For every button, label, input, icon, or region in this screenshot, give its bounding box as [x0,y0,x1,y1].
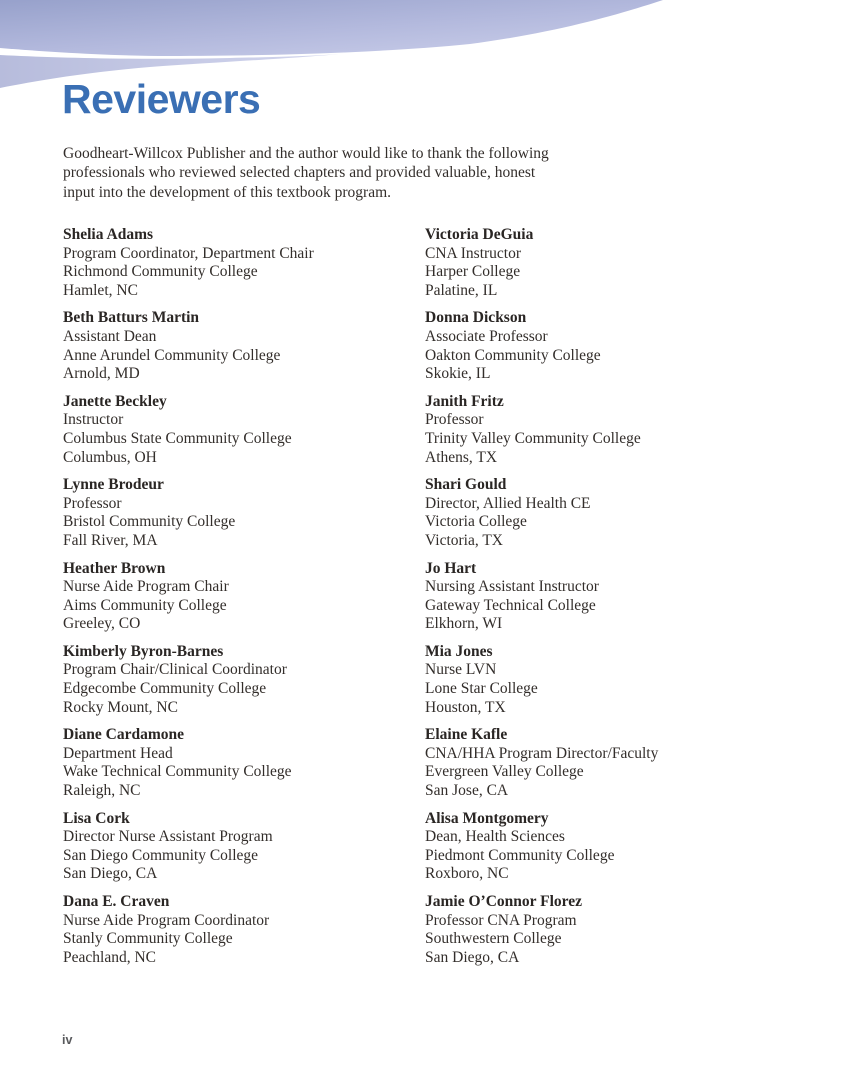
intro-paragraph [63,144,603,202]
reviewer-column-right [425,226,819,976]
reviewer-title: CNA/HHA Program Director/Faculty [425,744,659,762]
reviewer-institution: Stanly Community College [63,930,233,948]
reviewer-location: Skokie, IL [425,365,491,383]
reviewer-institution: Oakton Community College [425,346,601,364]
reviewer-entry [425,476,819,550]
reviewer-location: Arnold, MD [63,365,140,383]
reviewer-title: Program Chair/Clinical Coordinator [63,661,287,679]
reviewer-institution: Edgecombe Community College [63,680,267,698]
reviewer-location: Victoria, TX [425,531,503,549]
reviewer-entry [425,643,819,717]
reviewer-location: Elkhorn, WI [425,615,503,633]
reviewer-column-left [63,226,425,976]
reviewer-institution: Victoria College [425,513,527,531]
reviewer-name: Donna Dickson [425,309,527,327]
reviewer-title: Nursing Assistant Instructor [425,578,599,596]
reviewer-location: Peachland, NC [63,948,156,966]
reviewer-entry [425,309,819,383]
reviewer-title: Professor CNA Program [425,911,577,929]
reviewer-location: San Diego, CA [425,948,520,966]
reviewer-name: Victoria DeGuia [425,226,534,243]
reviewer-location: San Diego, CA [63,865,158,883]
reviewer-location: Houston, TX [425,698,506,716]
reviewer-location: Roxboro, NC [425,865,509,883]
reviewer-entry [63,560,425,634]
reviewer-name: Kimberly Byron-Barnes [63,642,224,660]
reviewer-institution: Anne Arundel Community College [63,346,281,364]
reviewer-institution: Bristol Community College [63,513,236,531]
reviewer-entry [425,226,819,300]
reviewer-institution: Trinity Valley Community College [425,429,641,447]
reviewer-institution: Harper College [425,263,521,281]
reviewer-institution: Wake Technical Community College [63,763,292,781]
reviewer-name: Shelia Adams [63,226,154,243]
reviewer-name: Jamie O’Connor Florez [425,893,582,910]
reviewer-entry [425,560,819,634]
reviewer-entry [425,810,819,884]
page-number: iv [62,1033,73,1047]
reviewer-title: Instructor [63,411,124,429]
reviewer-location: Columbus, OH [63,448,157,466]
reviewer-location: Palatine, IL [425,281,498,299]
reviewer-title: Nurse Aide Program Coordinator [63,911,270,929]
reviewer-institution: Evergreen Valley College [425,763,584,781]
reviewer-location: San Jose, CA [425,782,509,800]
reviewer-institution: San Diego Community College [63,846,259,864]
reviewer-entry [63,726,425,800]
reviewer-name: Janith Fritz [425,392,504,410]
reviewer-title: Director, Allied Health CE [425,494,591,512]
reviewer-name: Alisa Montgomery [425,809,549,827]
reviewer-columns [63,226,819,976]
reviewer-entry [63,476,425,550]
reviewer-entry [425,893,819,967]
reviewer-name: Mia Jones [425,642,493,660]
reviewer-location: Hamlet, NC [63,281,138,299]
reviewer-name: Lynne Brodeur [63,476,164,494]
reviewer-title: Professor [425,411,484,429]
reviewer-location: Raleigh, NC [63,782,141,800]
reviewer-name: Diane Cardamone [63,726,184,744]
reviewer-location: Athens, TX [425,448,498,466]
reviewer-institution: Piedmont Community College [425,846,615,864]
reviewer-entry [63,643,425,717]
reviewer-title: Department Head [63,744,173,762]
reviewer-name: Lisa Cork [63,809,130,827]
reviewer-institution: Aims Community College [63,596,227,614]
reviewer-name: Janette Beckley [63,392,167,410]
reviewer-name: Shari Gould [425,476,507,494]
reviewer-institution: Lone Star College [425,680,538,698]
reviewer-name: Elaine Kafle [425,726,508,744]
intro-line-2: professionals who reviewed selected chapters and provided valuable, honest [63,164,536,182]
page-title: Reviewers [62,76,261,122]
reviewer-institution: Southwestern College [425,930,562,948]
reviewer-location: Rocky Mount, NC [63,698,178,716]
reviewer-title: Nurse Aide Program Chair [63,578,229,596]
reviewer-title: Director Nurse Assistant Program [63,828,273,846]
reviewer-name: Heather Brown [63,559,166,577]
reviewer-institution: Richmond Community College [63,263,258,281]
reviewer-entry [425,726,819,800]
reviewer-entry [425,393,819,467]
reviewer-name: Beth Batturs Martin [63,309,200,327]
reviewer-title: CNA Instructor [425,244,522,262]
reviewer-institution: Columbus State Community College [63,429,292,447]
intro-line-1: Goodheart-Willcox Publisher and the author would like to thank the following [63,145,549,162]
wave-main-band [0,0,663,56]
reviewer-location: Greeley, CO [63,615,141,633]
reviewer-name: Dana E. Craven [63,893,170,910]
reviewer-title: Assistant Dean [63,327,157,345]
reviewer-location: Fall River, MA [63,531,158,549]
reviewer-name: Jo Hart [425,559,477,577]
reviewer-title: Professor [63,494,122,512]
reviewer-institution: Gateway Technical College [425,596,596,614]
reviewer-title: Dean, Health Sciences [425,828,565,846]
reviewer-entry [63,393,425,467]
reviewer-entry [63,893,425,967]
reviewer-title: Associate Professor [425,327,548,345]
reviewer-title: Nurse LVN [425,661,497,679]
reviewer-entry [63,226,425,300]
reviewer-entry [63,309,425,383]
intro-line-3: input into the development of this textbook program. [63,183,392,201]
reviewer-entry [63,810,425,884]
reviewer-title: Program Coordinator, Department Chair [63,244,314,262]
